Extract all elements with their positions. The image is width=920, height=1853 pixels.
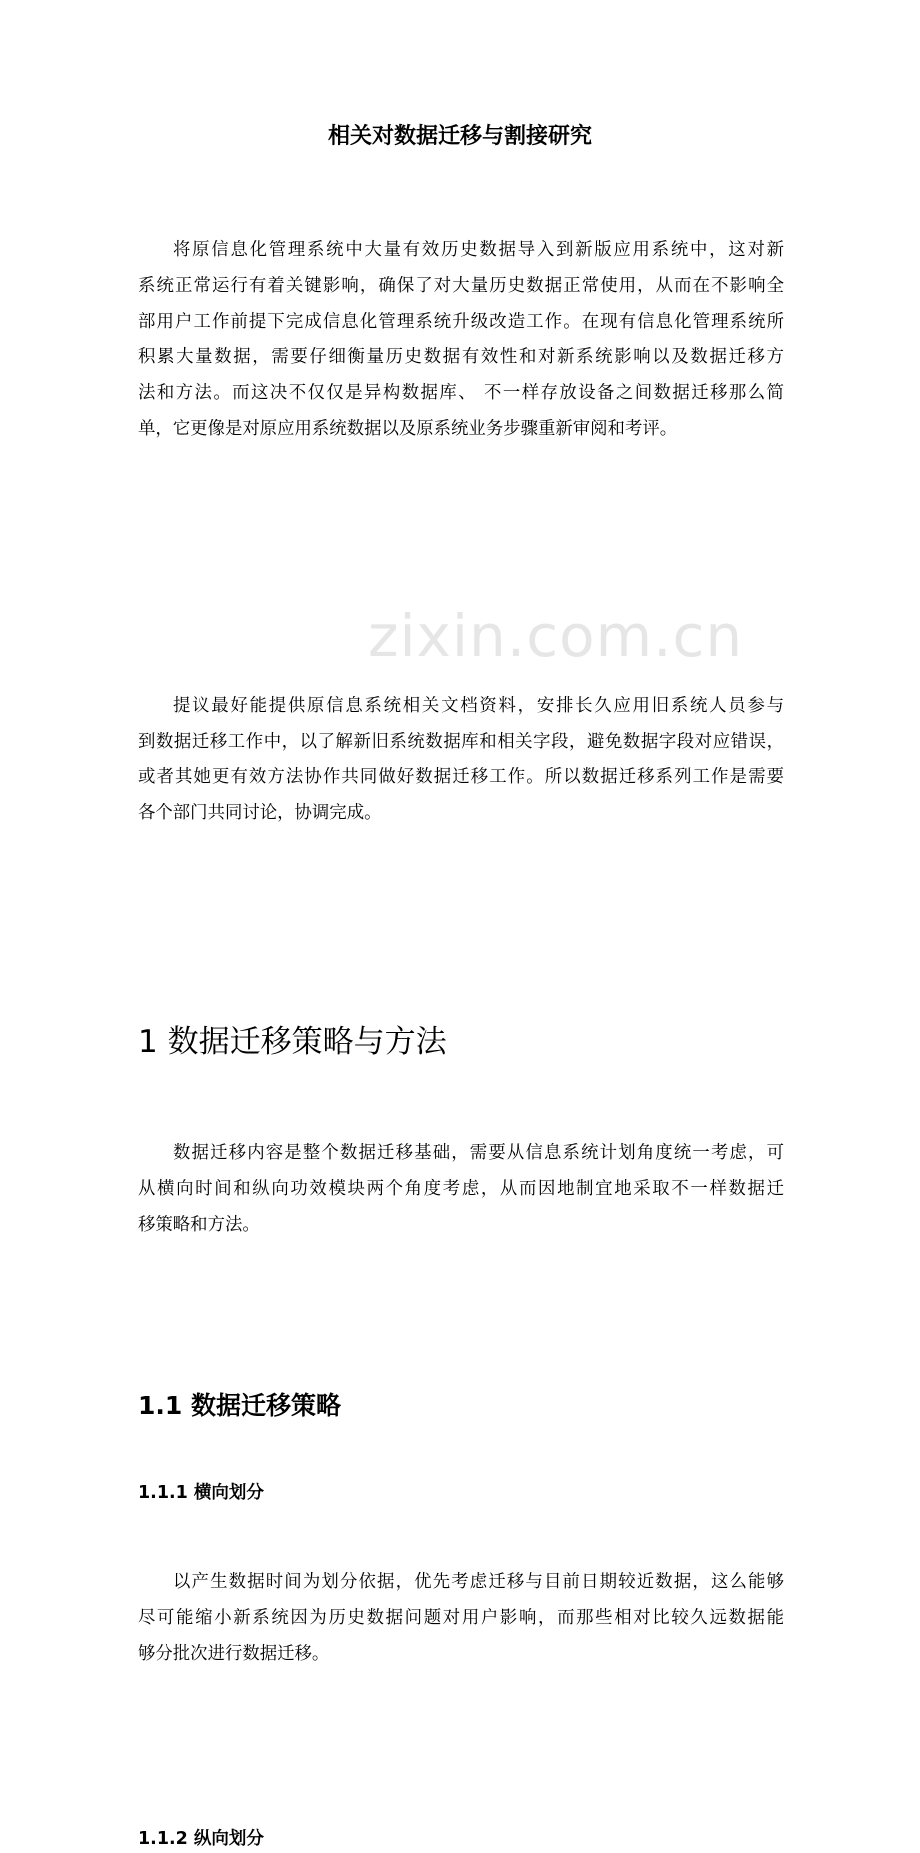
- text-line: 到数据迁移工作中，以了解新旧系统数据库和相关字段，避免数据字段对应错误，: [138, 731, 784, 752]
- section-1-1-1-paragraph: [138, 1565, 784, 1672]
- document-title: 相关对数据迁移与割接研究: [327, 124, 592, 149]
- text-line: 将原信息化管理系统中大量有效历史数据导入到新版应用系统中，这对新: [173, 240, 784, 260]
- text-line: 法和方法。而这决不仅仅是异构数据库、 不一样存放设备之间数据迁移那么简: [138, 383, 784, 404]
- text-line: 单，它更像是对原应用系统数据以及原系统业务步骤重新审阅和考评。: [138, 418, 678, 439]
- text-line: 或者其她更有效方法协作共同做好数据迁移工作。所以数据迁移系列工作是需要: [138, 767, 784, 788]
- text-line: 从横向时间和纵向功效模块两个角度考虑，从而因地制宜地采取不一样数据迁: [138, 1178, 784, 1199]
- text-line: 提议最好能提供原信息系统相关文档资料，安排长久应用旧系统人员参与: [173, 695, 784, 716]
- text-line: 尽可能缩小新系统因为历史数据问题对用户影响，而那些相对比较久远数据能: [138, 1608, 784, 1629]
- text-line: 积累大量数据，需要仔细衡量历史数据有效性和对新系统影响以及数据迁移方: [138, 347, 784, 368]
- section-1-1-1-heading: 1.1.1 横向划分: [138, 1483, 264, 1504]
- text-line: 各个部门共同讨论，协调完成。: [138, 803, 382, 824]
- text-line: 系统正常运行有着关键影响，确保了对大量历史数据正常使用，从而在不影响全: [138, 275, 784, 296]
- text-line: 移策略和方法。: [138, 1214, 260, 1235]
- text-line: 够分批次进行数据迁移。: [138, 1643, 330, 1664]
- section-1-1-heading: 1.1 数据迁移策略: [138, 1391, 341, 1421]
- text-line: 数据迁移内容是整个数据迁移基础，需要从信息系统计划角度统一考虑，可: [173, 1142, 784, 1163]
- text-line: 部用户工作前提下完成信息化管理系统升级改造工作。在现有信息化管理系统所: [138, 311, 784, 332]
- intro-paragraph-1: [138, 233, 784, 448]
- section-1-paragraph: [138, 1136, 784, 1243]
- intro-paragraph-2: [138, 689, 784, 832]
- section-1-1-2-heading: 1.1.2 纵向划分: [138, 1828, 264, 1849]
- section-1-heading: 1 数据迁移策略与方法: [138, 1023, 447, 1060]
- text-line: 以产生数据时间为划分依据，优先考虑迁移与目前日期较近数据，这么能够: [173, 1572, 784, 1593]
- watermark: zixin.com.cn: [368, 602, 744, 670]
